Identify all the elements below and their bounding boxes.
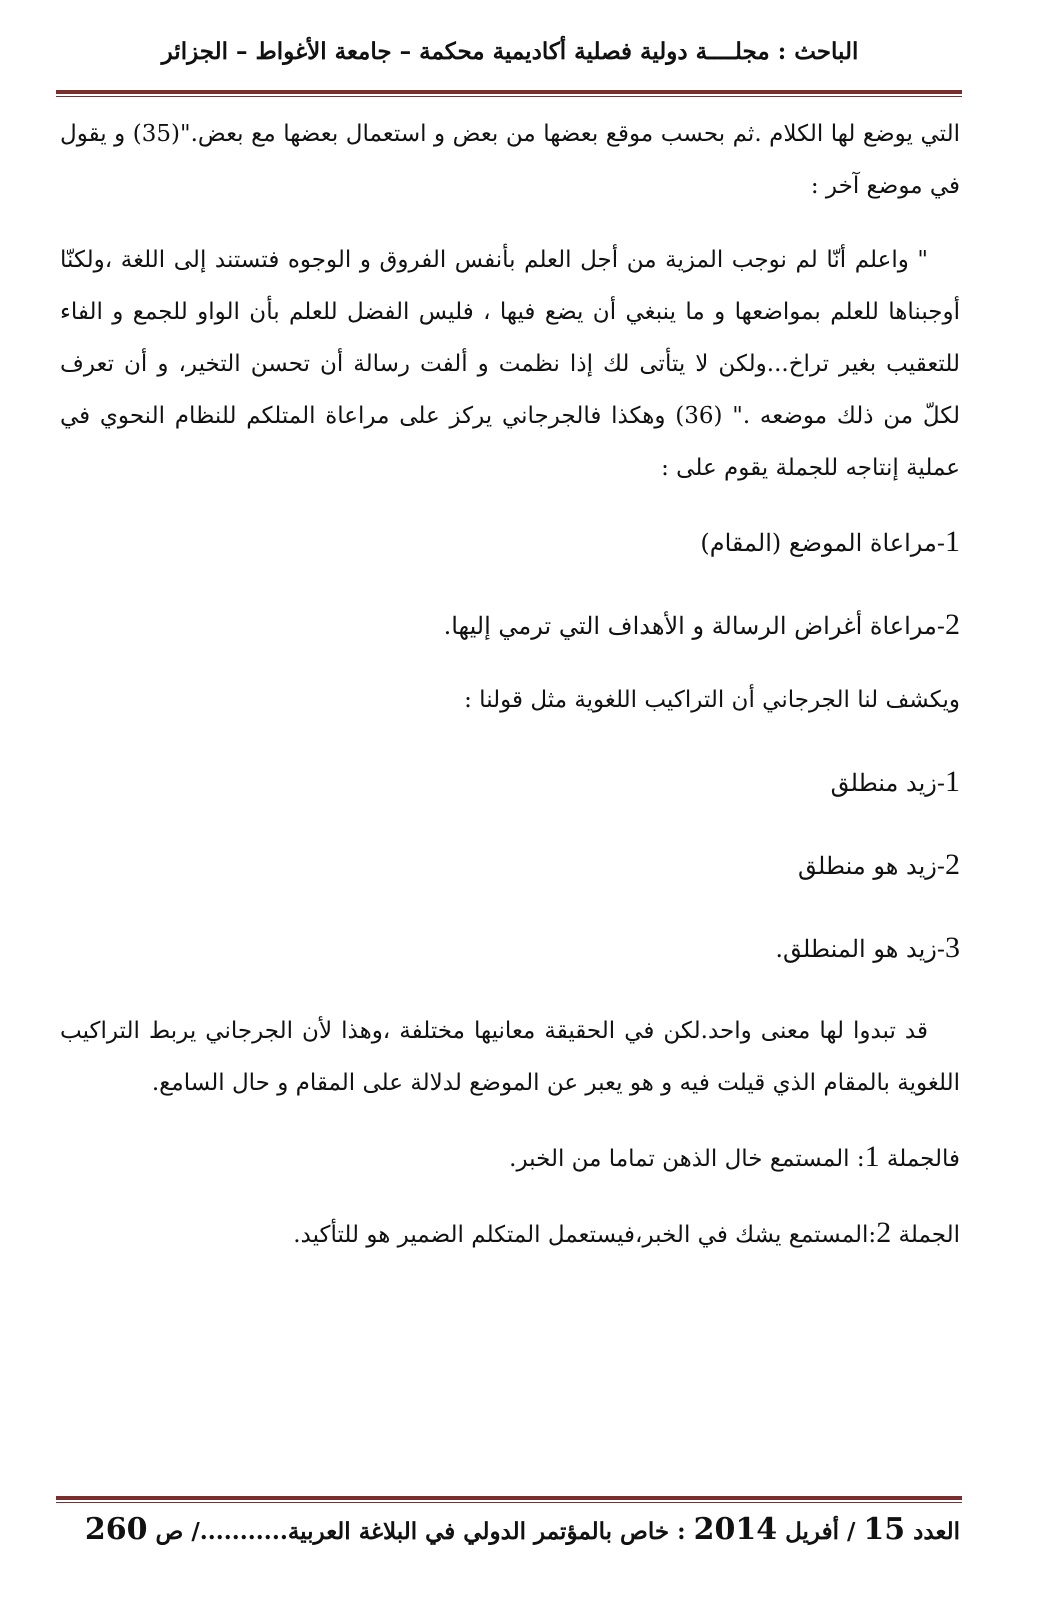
running-header: الباحث : مجلــــة دولية فصلية أكاديمية محكمة – جامعة الأغواط – الجزائر <box>161 38 859 65</box>
list-item: 3-زيد هو المنطلق. <box>775 931 960 964</box>
paragraph-2-quote: " واعلم أنّا لم نوجب المزية من أجل العلم بأنفس الفروق و الوجوه فتستند إلى اللغة ،ولكنّا أوجبناها للعلم بمواضعها و ما ينبغي أن يضع فيها ، فليس الفضل للعلم بأن الواو للجمع و الفاء للتعقيب بغير تراخ...ولكن لا يتأتى لك إذا نظمت و ألفت رسالة أن تحسن التخير، و أن تعرف لكلّ من ذلك موضعه ." (36) وهكذا فالجرجاني يركز على مراعاة المتلكم للنظام النحوي في عملية إنتاجه للجملة يقوم على : <box>60 247 960 481</box>
paragraph-4: قد تبدوا لها معنى واحد.لكن في الحقيقة معانيها مختلفة ،وهذا لأن الجرجاني يربط التراكيب اللغوية بالمقام الذي قيلت فيه و هو يعبر عن الموضع لدلالة على المقام و حال السامع. <box>60 1018 960 1096</box>
issue-number: 15 <box>863 1512 906 1547</box>
page-number: 260 <box>84 1512 148 1547</box>
page-footer: العدد 15 / أفريل 2014 : خاص بالمؤتمر الدولي في البلاغة العربية.........../ ص 260 <box>84 1512 960 1547</box>
footer-divider <box>56 1496 962 1503</box>
list-item: 1-مراعاة الموضع (المقام) <box>700 525 960 558</box>
sentence-note-2: الجملة 2:المستمع يشك في الخبر،فيستعمل المتكلم الضمير هو للتأكيد. <box>293 1216 960 1249</box>
sentence-note-1: فالجملة 1: المستمع خال الذهن تماما من الخبر. <box>509 1140 960 1173</box>
main-text <box>60 108 960 1261</box>
header-divider <box>56 90 962 97</box>
issue-year: 2014 <box>693 1512 778 1547</box>
list-item: 2-مراعاة أغراض الرسالة و الأهداف التي ترمي إليها. <box>443 608 960 641</box>
paragraph-3: ويكشف لنا الجرجاني أن التراكيب اللغوية مثل قولنا : <box>464 687 960 713</box>
paragraph-1: التي يوضع لها الكلام .ثم بحسب موقع بعضها من بعض و استعمال بعضها مع بعض."(35) و يقول في موضع آخر : <box>60 121 960 199</box>
list-item: 2-زيد هو منطلق <box>797 848 960 881</box>
list-item: 1-زيد منطلق <box>830 765 960 798</box>
